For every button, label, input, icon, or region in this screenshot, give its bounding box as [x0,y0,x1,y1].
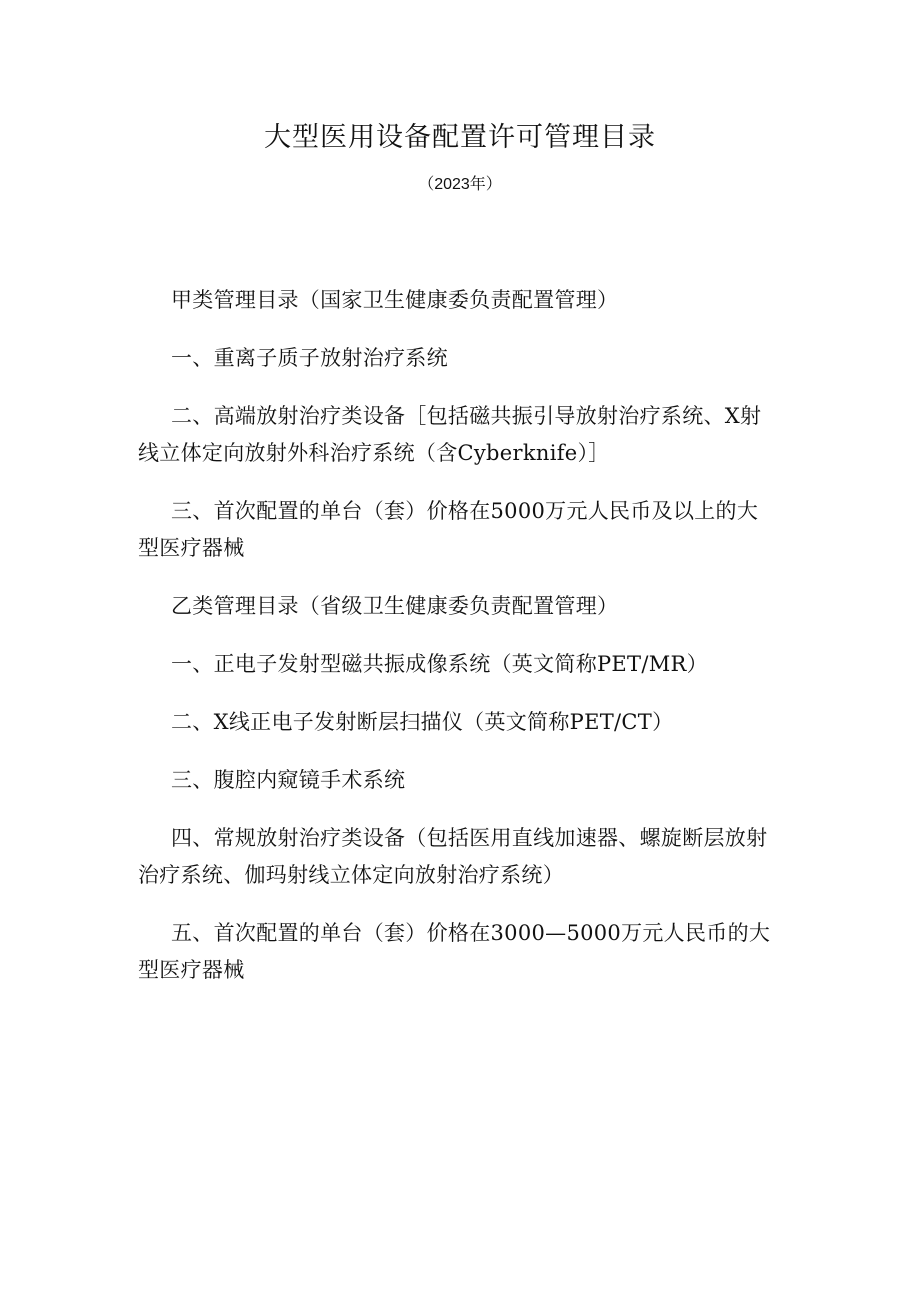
paragraph-class-b-heading: 乙类管理目录（省级卫生健康委负责配置管理） [171,594,619,618]
paragraph-class-a-item-3: 三、首次配置的单台（套）价格在5000万元人民币及以上的大型医疗器械 [138,499,759,560]
paragraph-class-b-item-1: 一、正电子发射型磁共振成像系统（英文简称PET/MR） [171,652,708,676]
paragraph-class-b-item-5: 五、首次配置的单台（套）价格在3000—5000万元人民币的大型医疗器械 [138,921,771,982]
paragraph-class-a-item-2: 二、高端放射治疗类设备［包括磁共振引导放射治疗系统、X射线立体定向放射外科治疗系统（含Cyberknife）］ [138,404,762,465]
document-body [138,282,778,1010]
paragraph-class-a-heading: 甲类管理目录（国家卫生健康委负责配置管理） [171,288,619,312]
document-title: 大型医用设备配置许可管理目录 [264,122,656,153]
paragraph-class-b-item-2: 二、X线正电子发射断层扫描仪（英文简称PET/CT） [171,710,674,734]
paragraph-class-b-item-4: 四、常规放射治疗类设备（包括医用直线加速器、螺旋断层放射治疗系统、伽玛射线立体定向放射治疗系统） [138,826,768,887]
paragraph-class-a-item-1: 一、重离子质子放射治疗系统 [171,346,448,370]
paragraph-class-b-item-3: 三、腹腔内窥镜手术系统 [171,768,406,792]
document-subtitle: （2023年） [418,176,502,193]
